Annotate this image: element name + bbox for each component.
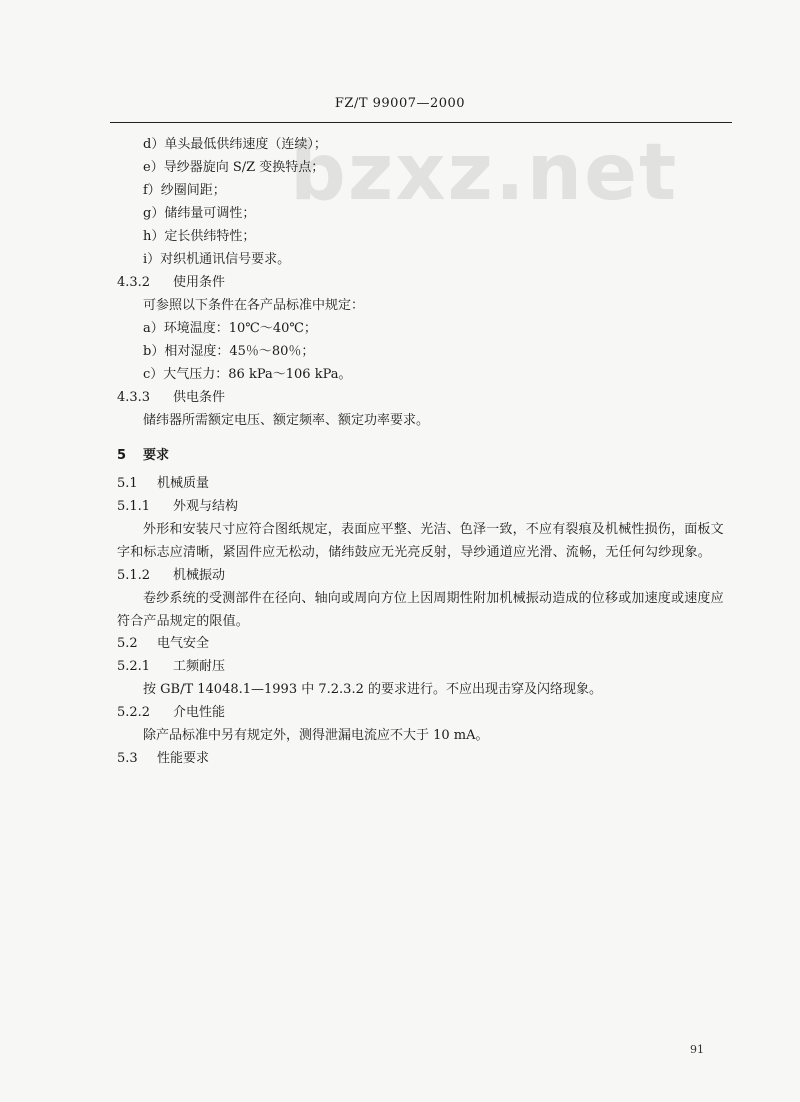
section-heading-5-3	[117, 749, 209, 769]
section-number: 5.1	[117, 476, 138, 491]
section-title: 要求	[143, 448, 170, 463]
list-item: i）对织机通讯信号要求。	[143, 252, 291, 267]
section-number: 5.1.2	[117, 568, 151, 583]
list-item: e）导纱器旋向 S/Z 变换特点；	[143, 160, 325, 175]
section-number: 4.3.2	[117, 275, 151, 290]
header-rule	[110, 122, 732, 123]
list-item: c）大气压力：86 kPa～106 kPa。	[143, 367, 352, 382]
list-item: h）定长供纬特性；	[143, 229, 256, 244]
paragraph: 卷纱系统的受测部件在径向、轴向或周向方位上因周期性附加机械振动造成的位移或加速度或速度应符合产品规定的限值。	[117, 591, 724, 629]
section-heading-5-2-1	[117, 657, 225, 677]
list-item: f）纱圈间距；	[143, 183, 226, 198]
section-title: 介电性能	[173, 705, 226, 720]
section-title: 机械振动	[173, 568, 226, 583]
section-title: 性能要求	[157, 751, 210, 766]
section-number: 5.2.2	[117, 705, 151, 720]
paragraph: 储纬器所需额定电压、额定频率、额定功率要求。	[143, 413, 430, 428]
paragraph: 可参照以下条件在各产品标准中规定：	[143, 298, 365, 313]
section-title: 机械质量	[157, 476, 210, 491]
list-item: g）储纬量可调性；	[143, 206, 256, 221]
list-item: a）环境温度：10℃～40℃；	[143, 321, 317, 336]
section-number: 4.3.3	[117, 390, 151, 405]
section-heading-5-2-2	[117, 703, 225, 723]
watermark: bzxz.net	[290, 128, 679, 218]
section-number: 5.1.1	[117, 499, 151, 514]
section-heading-5-1	[117, 474, 209, 494]
page-number: 91	[690, 1043, 704, 1056]
section-number: 5.2	[117, 636, 138, 651]
section-heading-5-2	[117, 634, 209, 654]
paragraph: 按 GB/T 14048.1—1993 中 7.2.3.2 的要求进行。不应出现击穿及闪络现象。	[143, 682, 602, 697]
section-title: 外观与结构	[173, 499, 239, 514]
page-header: FZ/T 99007—2000	[334, 96, 466, 111]
section-title: 工频耐压	[173, 659, 226, 674]
section-heading-5-1-1	[117, 497, 238, 517]
section-heading-4-3-2	[117, 273, 225, 293]
list-item: b）相对湿度：45％～80％；	[143, 344, 315, 359]
section-heading-4-3-3	[117, 388, 225, 408]
paragraph: 除产品标准中另有规定外，测得泄漏电流应不大于 10 mA。	[143, 728, 489, 743]
paragraph: 外形和安装尺寸应符合图纸规定，表面应平整、光洁、色泽一致，不应有裂痕及机械性损伤，面板文字和标志应清晰，紧固件应无松动，储纬鼓应无光亮反射，导纱通道应光滑、流畅，无任何勾纱现象。	[117, 522, 724, 560]
section-heading-5-1-2	[117, 566, 225, 586]
section-title: 供电条件	[173, 390, 226, 405]
section-title: 使用条件	[173, 275, 226, 290]
section-number: 5.2.1	[117, 659, 151, 674]
section-number: 5.3	[117, 751, 138, 766]
section-heading-5	[117, 446, 169, 466]
section-number: 5	[117, 448, 127, 463]
list-item: d）单头最低供纬速度（连续）；	[143, 137, 327, 152]
section-title: 电气安全	[157, 636, 210, 651]
